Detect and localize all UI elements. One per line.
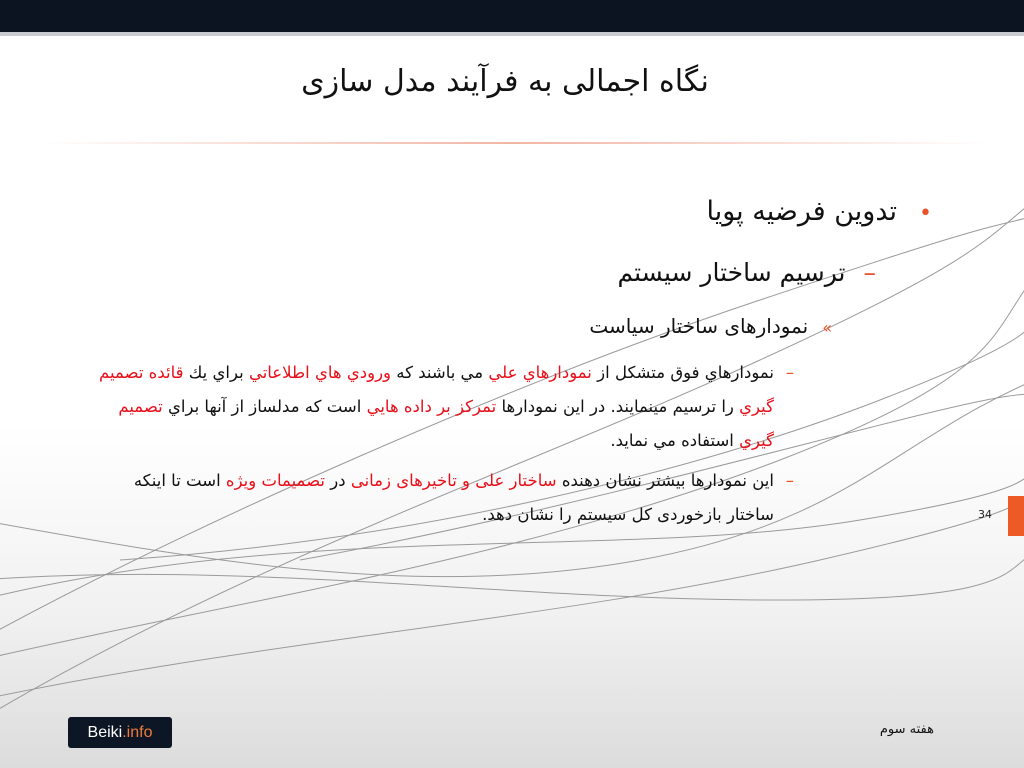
bullet-level-1 bbox=[706, 196, 932, 227]
bullet-level-3-text: نمودارهای ساختار سیاست bbox=[589, 314, 809, 338]
logo-text-part: Beiki bbox=[87, 724, 123, 741]
bullet-level-2 bbox=[617, 258, 876, 287]
paragraph-2 bbox=[96, 464, 794, 532]
slide-title: نگاه اجمالی به فرآیند مدل سازی bbox=[301, 64, 709, 99]
title-divider bbox=[40, 142, 990, 144]
paragraph-1-text-part: نمودارهاي فوق متشکل از bbox=[591, 363, 774, 382]
double-chevron-icon: » bbox=[822, 318, 832, 337]
paragraph-1-text-part: براي يك bbox=[183, 363, 249, 382]
paragraph-1-text-part: استفاده مي نمايد. bbox=[610, 431, 740, 450]
bullet-level-2-text: ترسیم ساختار سیستم bbox=[617, 258, 846, 287]
highlighted-term: تصمیمات ویژه bbox=[225, 471, 325, 490]
paragraph-1-text-part: را ترسیم مینمایند. در این نمودارها bbox=[496, 397, 740, 416]
page-number: 34 bbox=[978, 508, 992, 521]
footer-week-label: هفته سوم bbox=[879, 722, 934, 737]
paragraph-1-text-part: مي باشند که bbox=[391, 363, 489, 382]
paragraph-1-text-part: است که مدلساز از آنها براي bbox=[162, 397, 367, 416]
side-accent-tab bbox=[1008, 496, 1024, 536]
highlighted-term: ساختار علی و تاخیرهای زمانی bbox=[350, 471, 557, 490]
highlighted-term: ورودي هاي اطلاعاتي bbox=[248, 363, 392, 382]
dash-icon: – bbox=[785, 363, 794, 382]
dash-icon: – bbox=[863, 258, 876, 287]
highlighted-term: قائده تصميم گيري bbox=[99, 363, 774, 416]
dash-icon: – bbox=[785, 471, 794, 490]
highlighted-term: تصميم گيري bbox=[118, 397, 774, 450]
bullet-level-3 bbox=[589, 314, 832, 338]
bullet-level-1-text: تدوین فرضیه پویا bbox=[706, 196, 898, 227]
paragraph-2-text-part: در bbox=[325, 471, 351, 490]
paragraph-2-text-part: این نمودارها بیشتر نشان دهنده bbox=[556, 471, 774, 490]
bullet-dot-icon: • bbox=[919, 201, 932, 226]
logo-text-part: .info bbox=[122, 724, 153, 741]
paragraph-1 bbox=[96, 356, 794, 458]
highlighted-term: نمودارهاي علي bbox=[488, 363, 592, 382]
beiki-logo bbox=[68, 717, 172, 748]
highlighted-term: تمرکز بر داده هايي bbox=[366, 397, 497, 416]
paragraph-2-text-part: است تا اینکه ساختار بازخوردی کل سیستم را نشان دهد. bbox=[133, 471, 774, 524]
